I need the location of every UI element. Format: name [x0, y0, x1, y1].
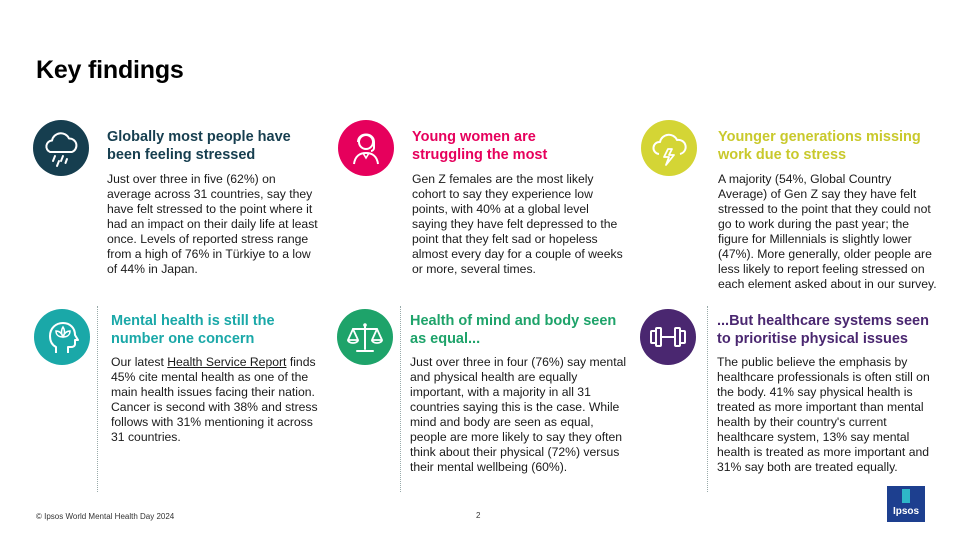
balance-scale-icon [337, 309, 393, 365]
body-prefix: Our latest [111, 355, 168, 369]
logo-text: Ipsos [892, 506, 920, 517]
finding-body-younger-generations: A majority (54%, Global Country Average) of Gen Z say they have felt stressed to the point that they could not go to work during the past year; the figure for Millennials is slightly lower (47%). More generally, older people are less likely to report feeling stressed on each element asked about in our survey. [718, 172, 937, 291]
finding-heading-mind-body: Health of mind and body seen as equal... [410, 313, 617, 347]
lotus-head-icon [34, 309, 90, 365]
young-woman-icon [338, 120, 394, 176]
storm-cloud-icon [33, 120, 89, 176]
page-title: Key findings [36, 56, 184, 84]
divider-1 [97, 306, 98, 492]
finding-body-healthcare-systems: The public believe the emphasis by healthcare professionals is often still on the body. 41% say physical health is treated as more important than mental health by their country's current healthcare system, 13% say mental health is treated as more important and 31% say both are treated equally. [717, 355, 930, 474]
health-service-report-link[interactable]: Health Service Report [167, 355, 287, 369]
finding-body-young-women: Gen Z females are the most likely cohort to say they experience low points, with 40% at a global level saying they have felt depressed to the point that they felt sad or hopeless almost every day for a couple of weeks or more, several times. [412, 172, 623, 276]
ipsos-logo [887, 486, 925, 522]
page-number: 2 [476, 511, 481, 520]
finding-heading-young-women: Young women are struggling the most [412, 129, 548, 163]
finding-heading-stressed: Globally most people have been feeling stressed [107, 129, 291, 163]
finding-body-mental-health [111, 355, 325, 445]
finding-body-mind-body: Just over three in four (76%) say mental and physical health are equally important, with a majority in all 31 countries saying this is the case. While mind and body are seen as equal, people are more likely to say they often think about their physical (72%) versus their mental wellbeing (60%). [410, 355, 627, 474]
finding-heading-healthcare-systems: ...But healthcare systems seen to prioritise physical issues [717, 313, 929, 347]
dumbbell-icon [640, 309, 696, 365]
finding-body-stressed: Just over three in five (62%) on average across 31 countries, say they have felt stressed to the point where it had an impact on their daily life at least once. Levels of reported stress range from a high of 76% in Türkiye to a low of 44% in Japan. [107, 172, 318, 276]
finding-heading-mental-health: Mental health is still the number one concern [111, 313, 275, 347]
divider-2 [400, 306, 401, 492]
lightning-cloud-icon [641, 120, 697, 176]
divider-3 [707, 306, 708, 492]
footer-source: © Ipsos World Mental Health Day 2024 [36, 512, 175, 521]
body-rest: finds 45% cite mental health as one of the main health issues facing their nation. Cancer is second with 38% and stress follows with 31% mentioning it across 31 countries. [111, 355, 318, 444]
finding-heading-younger-generations: Younger generations missing work due to stress [718, 129, 921, 163]
